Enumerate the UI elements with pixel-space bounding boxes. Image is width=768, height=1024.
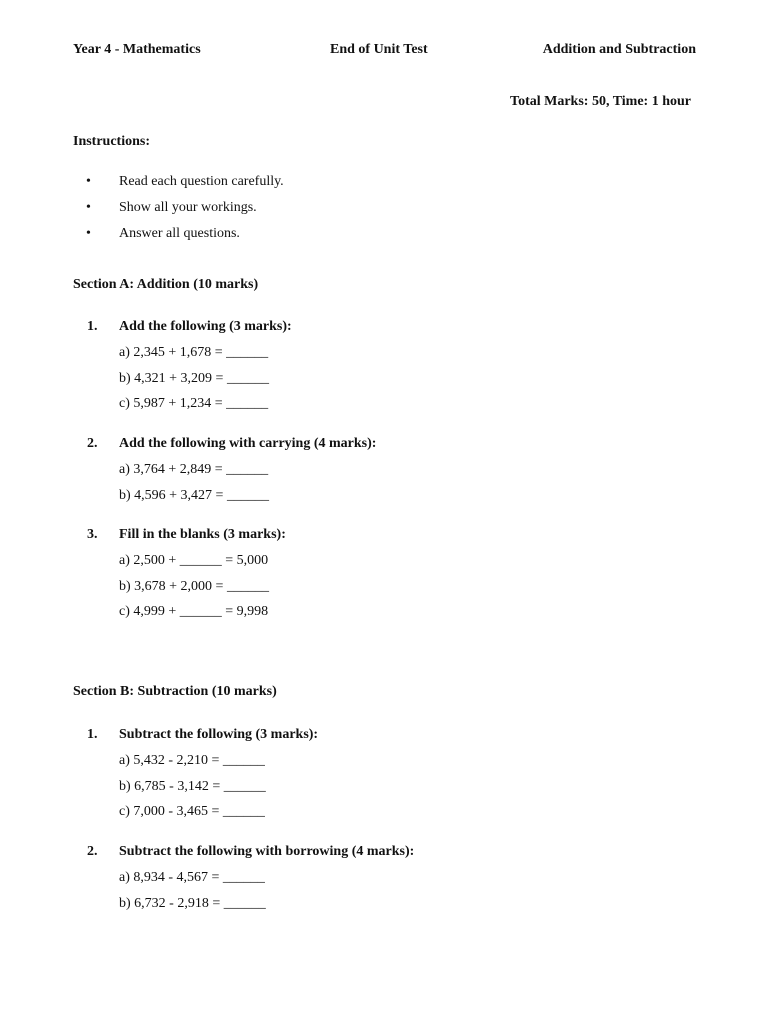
question-heading [73,319,693,345]
bullet-icon: • [86,174,91,189]
question-part: b) 4,596 + 3,427 = ______ [119,487,269,503]
question-part: b) 4,321 + 3,209 = ______ [119,370,269,386]
section-b-title: Section B: Subtraction (10 marks) [73,684,277,699]
question-heading [73,844,693,870]
question-part: b) 6,785 - 3,142 = ______ [119,778,266,794]
question-number: 2. [87,436,98,451]
question-part: c) 5,987 + 1,234 = ______ [119,396,269,412]
question-part: a) 3,764 + 2,849 = ______ [119,462,269,477]
total-marks: Total Marks: 50, Time: 1 hour [510,94,691,109]
instruction-text: Answer all questions. [119,226,240,241]
question-part: a) 8,934 - 4,567 = ______ [119,870,265,885]
header-subject: Year 4 - Mathematics [73,42,201,57]
question-number: 2. [87,844,98,859]
instruction-text: Read each question carefully. [119,174,284,189]
header-test-name: End of Unit Test [330,42,428,57]
bullet-icon: • [86,200,91,215]
question-heading [73,527,693,553]
list-item [73,226,673,252]
instructions-list [73,174,673,252]
list-item [73,200,673,226]
section-b-question-2 [73,844,693,921]
question-part: a) 2,345 + 1,678 = ______ [119,345,269,360]
instructions-title: Instructions: [73,134,151,149]
question-part: b) 3,678 + 2,000 = ______ [119,578,269,594]
section-a-question-1 [73,319,693,422]
question-title: Subtract the following (3 marks): [119,727,319,742]
section-a-question-2 [73,436,693,513]
question-part: a) 2,500 + ______ = 5,000 [119,553,269,568]
question-part: b) 6,732 - 2,918 = ______ [119,895,266,911]
question-part: c) 4,999 + ______ = 9,998 [119,604,269,620]
question-title: Subtract the following with borrowing (4 marks): [119,844,415,859]
question-number: 1. [87,727,98,742]
question-heading [73,727,693,753]
question-number: 1. [87,319,98,334]
question-title: Add the following with carrying (4 marks): [119,436,377,451]
instruction-text: Show all your workings. [119,200,257,215]
question-title: Add the following (3 marks): [119,319,292,334]
section-a-title: Section A: Addition (10 marks) [73,277,259,292]
question-part: c) 7,000 - 3,465 = ______ [119,804,265,820]
document-header [73,42,696,62]
header-topic: Addition and Subtraction [542,42,696,57]
question-title: Fill in the blanks (3 marks): [119,527,286,542]
list-item [73,174,673,200]
question-number: 3. [87,527,98,542]
question-part: a) 5,432 - 2,210 = ______ [119,753,265,768]
section-b-question-1 [73,727,693,830]
question-heading [73,436,693,462]
section-a-question-3 [73,527,693,630]
bullet-icon: • [86,226,91,241]
